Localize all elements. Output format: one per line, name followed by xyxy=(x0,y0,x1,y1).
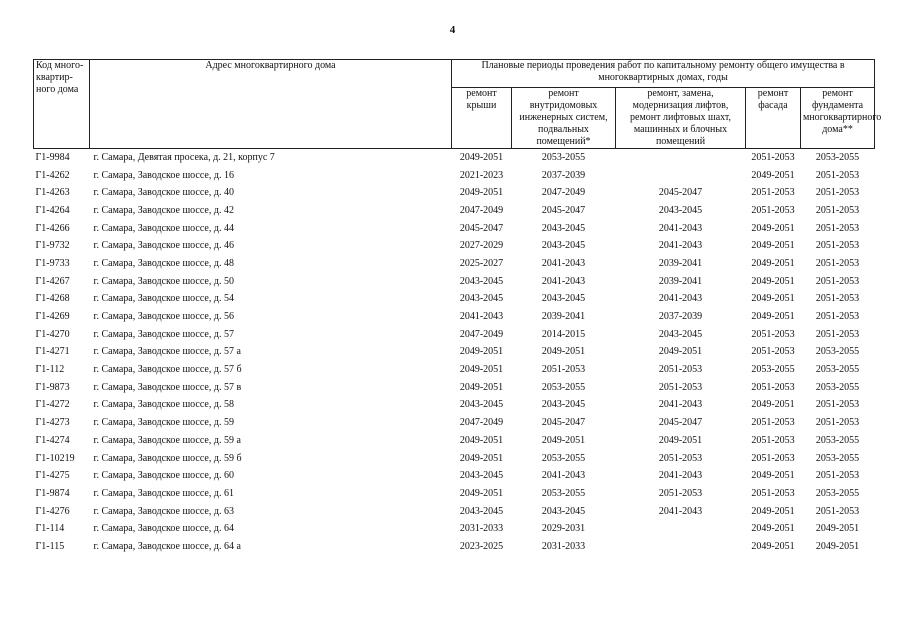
cell-facade: 2051-2053 xyxy=(751,417,795,429)
cell-roof: 2049-2051 xyxy=(459,381,504,393)
cell-facade: 2053-2055 xyxy=(751,364,795,376)
table-row xyxy=(34,503,875,521)
cell-code: Г1-10219 xyxy=(35,452,75,464)
cell-facade: 2049-2051 xyxy=(751,470,795,482)
table-row xyxy=(34,414,875,432)
table-row xyxy=(34,485,875,503)
cell-address: г. Самара, Заводское шоссе, д. 46 xyxy=(93,240,234,252)
table-row xyxy=(34,450,875,468)
cell-facade: 2049-2051 xyxy=(751,240,795,252)
cell-facade: 2049-2051 xyxy=(751,523,795,535)
cell-facade: 2049-2051 xyxy=(751,222,795,234)
cell-elevators xyxy=(616,149,746,167)
cell-foundation: 2051-2053 xyxy=(815,311,860,323)
cell-address: г. Самара, Заводское шоссе, д. 44 xyxy=(93,222,234,234)
cell-engineering: 2053-2055 xyxy=(541,381,586,393)
cell-facade: 2049-2051 xyxy=(751,311,795,323)
header-code: Код много-квартир-ного дома xyxy=(34,60,90,149)
cell-engineering: 2043-2045 xyxy=(541,505,586,517)
cell-engineering: 2053-2055 xyxy=(541,487,586,499)
cell-facade: 2051-2053 xyxy=(751,434,795,446)
cell-code: Г1-4269 xyxy=(35,311,70,323)
cell-code: Г1-114 xyxy=(35,523,65,535)
cell-address: г. Самара, Заводское шоссе, д. 64 а xyxy=(93,540,241,552)
table-row xyxy=(34,202,875,220)
header-facade: ремонт фасада xyxy=(746,88,801,149)
cell-engineering: 2049-2051 xyxy=(541,434,586,446)
cell-code: Г1-4276 xyxy=(35,505,70,517)
cell-elevators: 2037-2039 xyxy=(658,311,703,323)
cell-code: Г1-4272 xyxy=(35,399,70,411)
cell-code: Г1-9984 xyxy=(35,151,70,163)
table-row xyxy=(34,432,875,450)
cell-address: г. Самара, Заводское шоссе, д. 54 xyxy=(93,293,234,305)
cell-address: г. Самара, Заводское шоссе, д. 58 xyxy=(93,399,234,411)
cell-code: Г1-9732 xyxy=(35,240,70,252)
page-number: 4 xyxy=(449,24,456,36)
cell-address: г. Самара, Заводское шоссе, д. 59 xyxy=(93,417,234,429)
cell-address: г. Самара, Заводское шоссе, д. 56 xyxy=(93,311,234,323)
cell-engineering: 2051-2053 xyxy=(541,364,586,376)
cell-facade: 2049-2051 xyxy=(751,275,795,287)
cell-elevators xyxy=(616,538,746,556)
table-row xyxy=(34,273,875,291)
cell-elevators: 2041-2043 xyxy=(658,399,703,411)
cell-address: г. Самара, Девятая просека, д. 21, корпус 7 xyxy=(93,151,275,163)
cell-foundation: 2053-2055 xyxy=(815,151,860,163)
cell-elevators xyxy=(616,520,746,538)
cell-engineering: 2041-2043 xyxy=(541,257,586,269)
cell-facade: 2051-2053 xyxy=(751,204,795,216)
header-foundation: ремонт фундамента многоквартирного дома** xyxy=(801,88,875,149)
cell-address: г. Самара, Заводское шоссе, д. 64 xyxy=(93,523,234,535)
cell-code: Г1-4262 xyxy=(35,169,70,181)
cell-roof: 2043-2045 xyxy=(459,275,504,287)
cell-foundation: 2051-2053 xyxy=(815,257,860,269)
cell-engineering: 2053-2055 xyxy=(541,452,586,464)
cell-facade: 2049-2051 xyxy=(751,257,795,269)
cell-code: Г1-9874 xyxy=(35,487,70,499)
cell-roof: 2049-2051 xyxy=(459,487,504,499)
cell-foundation: 2051-2053 xyxy=(815,505,860,517)
header-elevators: ремонт, замена, модернизация лифтов, ремонт лифтовых шахт, машинных и блочных помещений xyxy=(616,88,746,149)
cell-engineering: 2045-2047 xyxy=(541,204,586,216)
cell-engineering: 2029-2031 xyxy=(541,523,586,535)
cell-elevators: 2039-2041 xyxy=(658,275,703,287)
cell-engineering: 2043-2045 xyxy=(541,222,586,234)
cell-address: г. Самара, Заводское шоссе, д. 61 xyxy=(93,487,234,499)
cell-engineering: 2043-2045 xyxy=(541,240,586,252)
cell-elevators: 2049-2051 xyxy=(658,434,703,446)
cell-roof: 2049-2051 xyxy=(459,452,504,464)
cell-roof: 2023-2025 xyxy=(459,540,504,552)
table-row xyxy=(34,538,875,556)
cell-roof: 2047-2049 xyxy=(459,417,504,429)
cell-address: г. Самара, Заводское шоссе, д. 57 а xyxy=(93,346,241,358)
cell-facade: 2051-2053 xyxy=(751,452,795,464)
cell-roof: 2043-2045 xyxy=(459,399,504,411)
cell-address: г. Самара, Заводское шоссе, д. 48 xyxy=(93,257,234,269)
cell-roof: 2049-2051 xyxy=(459,364,504,376)
repair-schedule-table xyxy=(33,59,882,556)
cell-foundation: 2053-2055 xyxy=(815,364,860,376)
cell-address: г. Самара, Заводское шоссе, д. 57 б xyxy=(93,364,242,376)
cell-code: Г1-4268 xyxy=(35,293,70,305)
cell-roof: 2043-2045 xyxy=(459,293,504,305)
table-row xyxy=(34,379,875,397)
cell-foundation: 2051-2053 xyxy=(815,470,860,482)
cell-code: Г1-115 xyxy=(35,540,65,552)
cell-elevators: 2041-2043 xyxy=(658,470,703,482)
cell-elevators: 2049-2051 xyxy=(658,346,703,358)
cell-code: Г1-4263 xyxy=(35,187,70,199)
cell-code: Г1-4270 xyxy=(35,328,70,340)
table-row xyxy=(34,184,875,202)
table-body xyxy=(34,149,875,556)
cell-code: Г1-4273 xyxy=(35,417,70,429)
cell-address: г. Самара, Заводское шоссе, д. 16 xyxy=(93,169,234,181)
cell-elevators: 2041-2043 xyxy=(658,505,703,517)
cell-code: Г1-4266 xyxy=(35,222,70,234)
header-roof: ремонт крыши xyxy=(452,88,512,149)
cell-elevators: 2041-2043 xyxy=(658,240,703,252)
cell-foundation: 2053-2055 xyxy=(815,381,860,393)
cell-engineering: 2047-2049 xyxy=(541,187,586,199)
cell-engineering: 2049-2051 xyxy=(541,346,586,358)
cell-foundation: 2049-2051 xyxy=(815,540,860,552)
cell-foundation: 2051-2053 xyxy=(815,275,860,287)
cell-roof: 2045-2047 xyxy=(459,222,504,234)
cell-elevators: 2051-2053 xyxy=(658,487,703,499)
cell-code: Г1-4271 xyxy=(35,346,70,358)
table-header xyxy=(34,60,882,149)
cell-foundation: 2051-2053 xyxy=(815,240,860,252)
cell-address: г. Самара, Заводское шоссе, д. 40 xyxy=(93,187,234,199)
table-row xyxy=(34,220,875,238)
cell-facade: 2051-2053 xyxy=(751,381,795,393)
cell-roof: 2049-2051 xyxy=(459,151,504,163)
cell-code: Г1-9873 xyxy=(35,381,70,393)
cell-foundation: 2051-2053 xyxy=(815,417,860,429)
cell-code: Г1-4275 xyxy=(35,470,70,482)
cell-facade: 2051-2053 xyxy=(751,151,795,163)
cell-roof: 2043-2045 xyxy=(459,505,504,517)
cell-roof: 2049-2051 xyxy=(459,346,504,358)
table-row xyxy=(34,326,875,344)
cell-foundation: 2053-2055 xyxy=(815,487,860,499)
cell-facade: 2049-2051 xyxy=(751,540,795,552)
cell-address: г. Самара, Заводское шоссе, д. 57 в xyxy=(93,381,242,393)
cell-elevators: 2039-2041 xyxy=(658,257,703,269)
header-engineering: ремонт внутридомовых инженерных систем, подвальных помещений* xyxy=(512,88,616,149)
cell-facade: 2049-2051 xyxy=(751,505,795,517)
cell-foundation: 2051-2053 xyxy=(815,399,860,411)
cell-foundation: 2053-2055 xyxy=(815,434,860,446)
cell-elevators: 2051-2053 xyxy=(658,452,703,464)
cell-roof: 2021-2023 xyxy=(459,169,504,181)
cell-code: Г1-9733 xyxy=(35,257,70,269)
cell-foundation: 2051-2053 xyxy=(815,222,860,234)
cell-engineering: 2014-2015 xyxy=(541,328,586,340)
cell-facade: 2049-2051 xyxy=(751,169,795,181)
cell-roof: 2043-2045 xyxy=(459,470,504,482)
cell-foundation: 2053-2055 xyxy=(815,346,860,358)
cell-address: г. Самара, Заводское шоссе, д. 42 xyxy=(93,204,234,216)
cell-address: г. Самара, Заводское шоссе, д. 59 а xyxy=(93,434,241,446)
cell-engineering: 2037-2039 xyxy=(541,169,586,181)
cell-roof: 2049-2051 xyxy=(459,187,504,199)
table-row xyxy=(34,344,875,362)
header-address: Адрес многоквартирного дома xyxy=(90,60,452,149)
cell-elevators: 2041-2043 xyxy=(658,293,703,305)
cell-address: г. Самара, Заводское шоссе, д. 57 xyxy=(93,328,234,340)
cell-address: г. Самара, Заводское шоссе, д. 60 xyxy=(93,470,234,482)
table-row xyxy=(34,237,875,255)
cell-code: Г1-4267 xyxy=(35,275,70,287)
cell-engineering: 2045-2047 xyxy=(541,417,586,429)
cell-facade: 2049-2051 xyxy=(751,293,795,305)
cell-address: г. Самара, Заводское шоссе, д. 63 xyxy=(93,505,234,517)
cell-code: Г1-4264 xyxy=(35,204,70,216)
cell-engineering: 2041-2043 xyxy=(541,470,586,482)
cell-engineering: 2039-2041 xyxy=(541,311,586,323)
cell-foundation: 2051-2053 xyxy=(815,169,860,181)
header-planned-periods: Плановые периоды проведения работ по капитальному ремонту общего имущества в многоквартирных домах, годы xyxy=(452,60,875,88)
cell-foundation: 2051-2053 xyxy=(815,187,860,199)
cell-engineering: 2043-2045 xyxy=(541,293,586,305)
cell-foundation: 2051-2053 xyxy=(815,293,860,305)
cell-engineering: 2041-2043 xyxy=(541,275,586,287)
cell-address: г. Самара, Заводское шоссе, д. 59 б xyxy=(93,452,242,464)
cell-foundation: 2049-2051 xyxy=(815,523,860,535)
cell-elevators xyxy=(616,167,746,185)
cell-elevators: 2043-2045 xyxy=(658,328,703,340)
cell-engineering: 2053-2055 xyxy=(541,151,586,163)
cell-facade: 2051-2053 xyxy=(751,187,795,199)
cell-foundation: 2053-2055 xyxy=(815,452,860,464)
cell-foundation: 2051-2053 xyxy=(815,328,860,340)
cell-address: г. Самара, Заводское шоссе, д. 50 xyxy=(93,275,234,287)
cell-code: Г1-4274 xyxy=(35,434,70,446)
table-row xyxy=(34,308,875,326)
cell-facade: 2051-2053 xyxy=(751,346,795,358)
cell-foundation: 2051-2053 xyxy=(815,204,860,216)
table-row xyxy=(34,467,875,485)
cell-engineering: 2043-2045 xyxy=(541,399,586,411)
cell-roof: 2041-2043 xyxy=(459,311,504,323)
cell-roof: 2031-2033 xyxy=(459,523,504,535)
cell-roof: 2047-2049 xyxy=(459,204,504,216)
table-row xyxy=(34,397,875,415)
cell-facade: 2049-2051 xyxy=(751,399,795,411)
cell-roof: 2027-2029 xyxy=(459,240,504,252)
table-row xyxy=(34,255,875,273)
cell-elevators: 2041-2043 xyxy=(658,222,703,234)
table-row xyxy=(34,520,875,538)
cell-facade: 2051-2053 xyxy=(751,487,795,499)
cell-roof: 2025-2027 xyxy=(459,257,504,269)
cell-facade: 2051-2053 xyxy=(751,328,795,340)
cell-roof: 2047-2049 xyxy=(459,328,504,340)
cell-elevators: 2043-2045 xyxy=(658,204,703,216)
table-row xyxy=(34,361,875,379)
cell-elevators: 2051-2053 xyxy=(658,381,703,393)
table-row xyxy=(34,167,875,185)
cell-elevators: 2051-2053 xyxy=(658,364,703,376)
cell-roof: 2049-2051 xyxy=(459,434,504,446)
table-row xyxy=(34,291,875,309)
cell-engineering: 2031-2033 xyxy=(541,540,586,552)
cell-elevators: 2045-2047 xyxy=(658,417,703,429)
cell-code: Г1-112 xyxy=(35,364,65,376)
cell-elevators: 2045-2047 xyxy=(658,187,703,199)
table-row xyxy=(34,149,875,167)
